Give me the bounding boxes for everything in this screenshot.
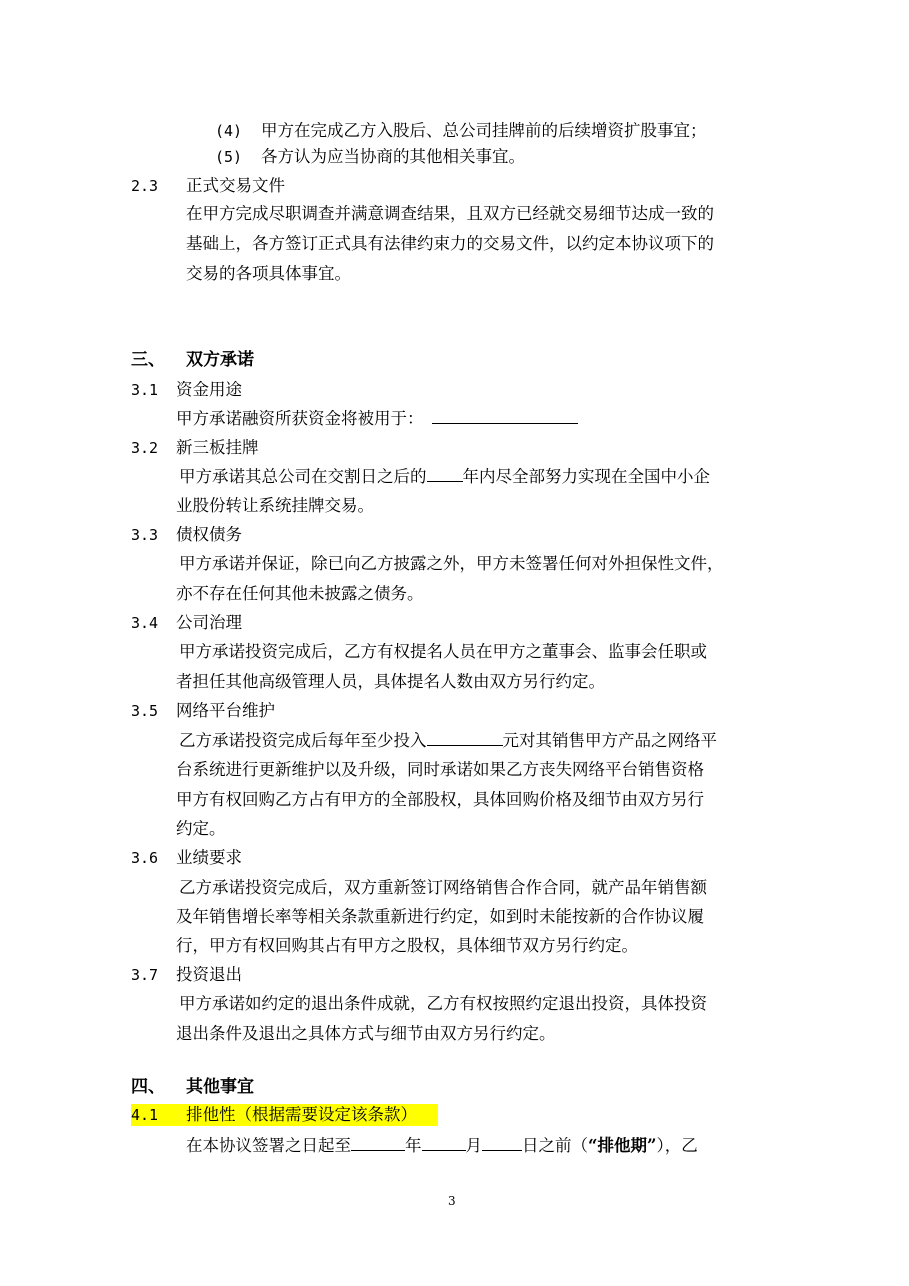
clause-number: 3.7: [131, 966, 159, 984]
clause-title: 公司治理: [176, 613, 242, 632]
paragraph-line: 甲方承诺如约定的退出条件成就，乙方有权按照约定退出投资，具体投资: [179, 994, 707, 1013]
list-item-text: 各方认为应当协商的其他相关事宜。: [261, 147, 525, 166]
paragraph-line: 乙方承诺投资完成后每年至少投入 元对其销售甲方产品之网络平: [179, 731, 717, 750]
paragraph-line: 甲方承诺融资所获资金将被用于：: [176, 407, 578, 430]
clause-title: 正式交易文件: [186, 176, 285, 195]
paragraph-line: 约定。: [176, 819, 226, 838]
paragraph-line: 甲方承诺并保证，除已向乙方披露之外，甲方未签署任何对外担保性文件，: [179, 554, 724, 573]
clause-title: 资金用途: [176, 380, 242, 399]
paragraph-line: 业股份转让系统挂牌交易。: [176, 496, 374, 515]
clause-number: 3.5: [131, 702, 159, 720]
page-number: 3: [448, 1194, 456, 1208]
section-number: 四、: [131, 1077, 165, 1097]
paragraph-line: 亦不存在任何其他未披露之债务。: [176, 584, 424, 603]
clause-title: 债权债务: [176, 525, 242, 544]
clause-title: 业绩要求: [176, 848, 242, 867]
fill-in-blank: [422, 1134, 466, 1151]
clause-number: 3.3: [131, 526, 159, 544]
fill-in-blank: [427, 729, 503, 746]
clause-title: 新三板挂牌: [176, 438, 259, 457]
paragraph-line: 基础上，各方签订正式具有法律约束力的交易文件，以约定本协议项下的: [186, 234, 714, 253]
clause-number: 3.2: [131, 439, 159, 457]
list-item-text: 甲方在完成乙方入股后、总公司挂牌前的后续增资扩股事宜；: [261, 121, 707, 140]
paragraph-line: 乙方承诺投资完成后，双方重新签订网络销售合作合同，就产品年销售额: [179, 878, 707, 897]
paragraph-line: 退出条件及退出之具体方式与细节由双方另行约定。: [176, 1024, 556, 1043]
section-title: 双方承诺: [186, 350, 254, 370]
clause-number: 2.3: [131, 177, 159, 195]
section-number: 三、: [131, 350, 165, 370]
paragraph-line: 及年销售增长率等相关条款重新进行约定，如到时未能按新的合作协议履: [176, 907, 704, 926]
paragraph-line: 甲方承诺投资完成后，乙方有权提名人员在甲方之董事会、监事会任职或: [179, 642, 707, 661]
fill-in-blank: [482, 1134, 522, 1151]
clause-number: 4.1: [131, 1106, 159, 1124]
clause-title: 投资退出: [176, 965, 242, 984]
paragraph-line: 台系统进行更新维护以及升级，同时承诺如果乙方丧失网络平台销售资格: [176, 760, 704, 779]
list-item-number: (4): [215, 122, 243, 140]
fill-in-blank: [351, 1134, 405, 1151]
paragraph-line: 者担任其他高级管理人员，具体提名人数由双方另行约定。: [176, 672, 605, 691]
clause-title: 排他性（根据需要设定该条款）: [186, 1105, 417, 1124]
paragraph-line: 行，甲方有权回购其占有甲方之股权，具体细节双方另行约定。: [176, 936, 638, 955]
fill-in-blank: [432, 407, 578, 424]
list-item-number: (5): [215, 148, 243, 166]
paragraph-line: 甲方承诺其总公司在交割日之后的 年内尽全部努力实现在全国中小企: [179, 467, 710, 486]
clause-number: 3.4: [131, 614, 159, 632]
clause-title: 网络平台维护: [176, 701, 275, 720]
paragraph-line: 交易的各项具体事宜。: [186, 264, 351, 283]
clause-number: 3.1: [131, 381, 159, 399]
paragraph-line: 在本协议签署之日起至 年 月 日之前（“排他期”），乙: [186, 1136, 698, 1155]
clause-number: 3.6: [131, 849, 159, 867]
section-title: 其他事宜: [186, 1077, 254, 1097]
paragraph-line: 甲方有权回购乙方占有甲方的全部股权，具体回购价格及细节由双方另行: [176, 790, 704, 809]
fill-in-blank: [427, 465, 463, 482]
paragraph-line: 在甲方完成尽职调查并满意调查结果，且双方已经就交易细节达成一致的: [186, 204, 714, 223]
